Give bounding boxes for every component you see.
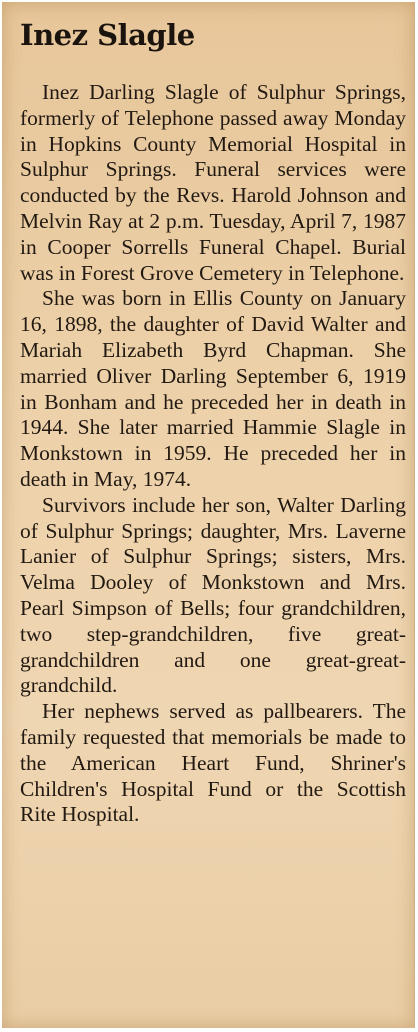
obituary-headline: Inez Slagle [20, 18, 195, 52]
paragraph-biography: She was born in Ellis County on January 16, 1898, the daughter of David Walter and Mariah Elizabeth Byrd Chapman. She married Oliver Darling September 6, 1919 in Bonham and he preceded her in death in 1944. She later married Hammie Slagle in Monkstown in 1959. He preceded her in death in May, 1974. [20, 286, 406, 491]
paragraph-pallbearers-memorials: Her nephews served as pallbearers. The family requested that memorials be made to the American Heart Fund, Shriner's Children's Hospital Fund or the Scottish Rite Hospital. [20, 699, 406, 827]
obituary-body [20, 80, 406, 828]
paragraph-survivors: Survivors include her son, Walter Darling of Sulphur Springs; daughter, Mrs. Laverne Lanier of Sulphur Springs; sisters, Mrs. Velma Dooley of Monkstown and Mrs. Pearl Simpson of Bells; four grandchildren, two step-grandchildren, five great-grandchildren and one great-great-grandchild. [20, 492, 406, 698]
newspaper-clipping [2, 2, 415, 1028]
paragraph-death-notice: Inez Darling Slagle of Sulphur Springs, formerly of Telephone passed away Monday in Hopkins County Memorial Hospital in Sulphur Springs. Funeral services were conducted by the Revs. Harold Johnson and Melvin Ray at 2 p.m. Tuesday, April 7, 1987 in Cooper Sorrells Funeral Chapel. Burial was in Forest Grove Cemetery in Telephone. [20, 80, 406, 285]
